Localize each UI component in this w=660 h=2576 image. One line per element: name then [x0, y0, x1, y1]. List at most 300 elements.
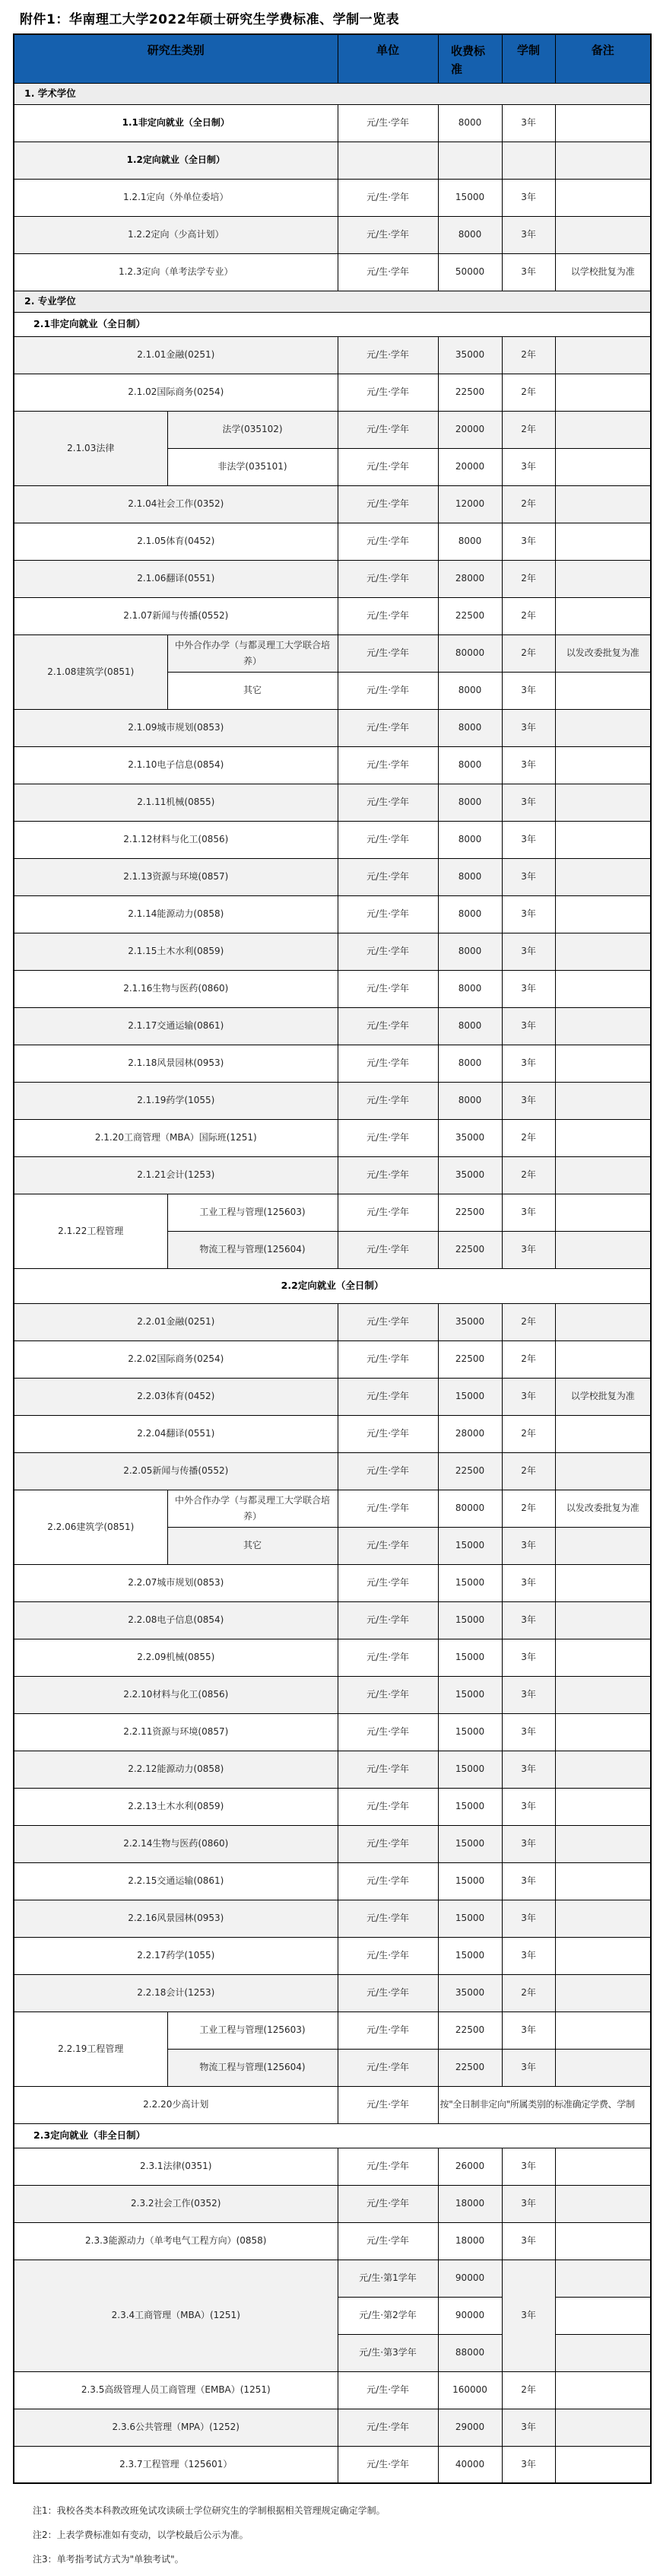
section-row: [14, 1268, 651, 1303]
duration-cell: 2年: [502, 1156, 555, 1194]
duration-cell: 3年: [502, 523, 555, 560]
duration-cell: 2年: [502, 1974, 555, 2012]
fee-cell: 15000: [438, 1601, 502, 1639]
table-row: [14, 560, 651, 597]
duration-cell: 3年: [502, 858, 555, 895]
remark-cell: [555, 1564, 651, 1601]
unit-cell: 元/生·学年: [338, 1452, 438, 1490]
table-row: [14, 746, 651, 784]
duration-cell: 3年: [502, 1862, 555, 1900]
fee-cell: 22500: [438, 2012, 502, 2049]
duration-cell: 2年: [502, 411, 555, 448]
duration-cell: 3年: [502, 2446, 555, 2483]
remark-cell: [555, 2446, 651, 2483]
category-cell: 2.2.11资源与环境(0857): [14, 1713, 338, 1751]
duration-cell: 3年: [502, 448, 555, 485]
unit-cell: 元/生·学年: [338, 336, 438, 374]
remark-cell: [555, 709, 651, 746]
category-cell: 2.3.6公共管理（MPA）(1252): [14, 2409, 338, 2446]
table-row: [14, 2012, 651, 2049]
duration-cell: 2年: [502, 597, 555, 634]
fee-cell: 80000: [438, 634, 502, 672]
unit-cell: 元/生·学年: [338, 2148, 438, 2185]
table-row: [14, 1937, 651, 1974]
unit-cell: 元/生·学年: [338, 1303, 438, 1340]
duration-cell: 2年: [502, 1490, 555, 1527]
category-cell: 2.3.7工程管理（125601）: [14, 2446, 338, 2483]
duration-cell: 3年: [502, 2222, 555, 2260]
fee-cell: 8000: [438, 523, 502, 560]
fee-cell: 35000: [438, 1974, 502, 2012]
duration-cell: 2年: [502, 1452, 555, 1490]
remark-cell: [555, 411, 651, 448]
fee-cell: 8000: [438, 821, 502, 858]
unit-cell: 元/生·学年: [338, 970, 438, 1007]
subcategory-cell: 物流工程与管理(125604): [167, 1231, 338, 1268]
col-header-duration: 学制: [502, 34, 555, 83]
table-row: [14, 2371, 651, 2409]
table-row: [14, 1751, 651, 1788]
fee-cell: 8000: [438, 709, 502, 746]
fee-cell: 8000: [438, 933, 502, 970]
unit-cell: 元/生·学年: [338, 523, 438, 560]
duration-cell: 2年: [502, 1303, 555, 1340]
duration-cell: 3年: [502, 253, 555, 291]
fee-cell: 8000: [438, 1045, 502, 1082]
unit-cell: 元/生·第3学年: [338, 2334, 438, 2371]
remark-cell: [555, 1082, 651, 1119]
fee-cell: 12000: [438, 485, 502, 523]
remark-cell: [555, 821, 651, 858]
table-row: [14, 216, 651, 253]
fee-cell: 28000: [438, 560, 502, 597]
category-cell: 2.2.15交通运输(0861): [14, 1862, 338, 1900]
remark-cell: [555, 1452, 651, 1490]
remark-cell: [555, 895, 651, 933]
table-row: [14, 970, 651, 1007]
unit-cell: 元/生·学年: [338, 104, 438, 142]
remark-cell: [555, 597, 651, 634]
fee-cell: 15000: [438, 1825, 502, 1862]
unit-cell: 元/生·学年: [338, 1862, 438, 1900]
category-cell: 2.2.18会计(1253): [14, 1974, 338, 2012]
category-cell: 2.2.19工程管理: [14, 2012, 167, 2086]
category-cell: 2.2.10材料与化工(0856): [14, 1676, 338, 1713]
unit-cell: 元/生·学年: [338, 1713, 438, 1751]
duration-cell: 2年: [502, 374, 555, 411]
table-row: [14, 2446, 651, 2483]
table-row: [14, 179, 651, 216]
remark-cell: [555, 1340, 651, 1378]
table-row: [14, 2222, 651, 2260]
duration-cell: 2年: [502, 1415, 555, 1452]
duration-cell: 3年: [502, 1527, 555, 1564]
remark-cell: [555, 485, 651, 523]
remark-cell: 以发改委批复为准: [555, 634, 651, 672]
fee-cell: 15000: [438, 1900, 502, 1937]
category-cell: 2.1.11机械(0855): [14, 784, 338, 821]
unit-cell: 元/生·学年: [338, 1378, 438, 1415]
fee-cell: 28000: [438, 1415, 502, 1452]
remark-cell: [555, 1045, 651, 1082]
subcategory-cell: 物流工程与管理(125604): [167, 2049, 338, 2086]
category-cell: 2.1.03法律: [14, 411, 167, 485]
duration-cell: 3年: [502, 933, 555, 970]
duration-cell: 3年: [502, 1751, 555, 1788]
remark-cell: [555, 1639, 651, 1676]
duration-cell: 3年: [502, 672, 555, 709]
category-cell: 1.1非定向就业（全日制）: [14, 104, 338, 142]
category-cell: 2.1.14能源动力(0858): [14, 895, 338, 933]
unit-cell: 元/生·学年: [338, 672, 438, 709]
table-row: [14, 411, 651, 448]
remark-cell: [555, 1937, 651, 1974]
fee-cell: 22500: [438, 597, 502, 634]
table-row: [14, 142, 651, 179]
fee-cell: 22500: [438, 1452, 502, 1490]
section-label: 2.2定向就业（全日制）: [14, 1268, 651, 1303]
remark-cell: [555, 2012, 651, 2049]
duration-cell: 2年: [502, 336, 555, 374]
category-cell: 2.3.5高级管理人员工商管理（EMBA）(1251): [14, 2371, 338, 2409]
table-row: [14, 1194, 651, 1231]
col-header-unit: 单位: [338, 34, 438, 83]
fee-cell: 8000: [438, 746, 502, 784]
unit-cell: 元/生·学年: [338, 895, 438, 933]
unit-cell: 元/生·学年: [338, 216, 438, 253]
table-row: [14, 1082, 651, 1119]
remark-cell: [555, 2260, 651, 2297]
unit-cell: 元/生·学年: [338, 1751, 438, 1788]
fee-cell: 29000: [438, 2409, 502, 2446]
table-row: [14, 1303, 651, 1340]
remark-cell: [555, 1676, 651, 1713]
remark-cell: [555, 1751, 651, 1788]
category-cell: 2.2.14生物与医药(0860): [14, 1825, 338, 1862]
unit-cell: 元/生·学年: [338, 597, 438, 634]
fee-cell: 8000: [438, 672, 502, 709]
duration-cell: 2年: [502, 1119, 555, 1156]
duration-cell: 3年: [502, 216, 555, 253]
category-cell: 2.3.4工商管理（MBA）(1251): [14, 2260, 338, 2371]
remark-cell: [555, 1862, 651, 1900]
category-cell: 2.1.22工程管理: [14, 1194, 167, 1268]
table-row: [14, 1825, 651, 1862]
remark-cell: [555, 142, 651, 179]
unit-cell: 元/生·学年: [338, 746, 438, 784]
category-cell: 2.1.04社会工作(0352): [14, 485, 338, 523]
table-row: [14, 485, 651, 523]
fee-cell: 15000: [438, 1639, 502, 1676]
fee-cell: 22500: [438, 1194, 502, 1231]
remark-cell: [555, 2297, 651, 2334]
remark-cell: [555, 1007, 651, 1045]
unit-cell: 元/生·学年: [338, 2222, 438, 2260]
table-row: [14, 2148, 651, 2185]
unit-cell: 元/生·学年: [338, 485, 438, 523]
category-cell: 1.2定向就业（全日制）: [14, 142, 338, 179]
table-row: [14, 597, 651, 634]
table-row: [14, 784, 651, 821]
fee-cell: 22500: [438, 374, 502, 411]
remark-cell: [555, 1303, 651, 1340]
subcategory-cell: 中外合作办学（与都灵理工大学联合培养）: [167, 634, 338, 672]
unit-cell: 元/生·学年: [338, 1231, 438, 1268]
fee-cell: 22500: [438, 2049, 502, 2086]
duration-cell: 2年: [502, 485, 555, 523]
fee-cell: 15000: [438, 1378, 502, 1415]
duration-cell: 3年: [502, 1231, 555, 1268]
remark-cell: 以学校批复为准: [555, 1378, 651, 1415]
table-row: [14, 1713, 651, 1751]
fee-cell: 26000: [438, 2148, 502, 2185]
unit-cell: [338, 142, 438, 179]
category-cell: 2.2.06建筑学(0851): [14, 1490, 167, 1564]
fee-cell: 18000: [438, 2222, 502, 2260]
duration-cell: 3年: [502, 970, 555, 1007]
fee-cell: 35000: [438, 1119, 502, 1156]
unit-cell: 元/生·学年: [338, 2371, 438, 2409]
duration-cell: 2年: [502, 560, 555, 597]
remark-cell: [555, 1713, 651, 1751]
category-cell: 2.3.2社会工作(0352): [14, 2185, 338, 2222]
remark-cell: [555, 1974, 651, 2012]
category-cell: 2.1.02国际商务(0254): [14, 374, 338, 411]
unit-cell: 元/生·学年: [338, 1900, 438, 1937]
fee-cell: 15000: [438, 1862, 502, 1900]
category-cell: 2.2.09机械(0855): [14, 1639, 338, 1676]
category-cell: 2.1.18风景园林(0953): [14, 1045, 338, 1082]
remark-cell: [555, 1415, 651, 1452]
remark-cell: [555, 336, 651, 374]
fee-cell: 50000: [438, 253, 502, 291]
fee-cell: 15000: [438, 1564, 502, 1601]
col-header-fee: [438, 34, 502, 83]
remark-cell: [555, 1601, 651, 1639]
remark-cell: [555, 1194, 651, 1231]
subcategory-cell: 法学(035102): [167, 411, 338, 448]
remark-cell: [555, 2185, 651, 2222]
table-row: [14, 1788, 651, 1825]
table-row: [14, 1676, 651, 1713]
fee-cell: 8000: [438, 784, 502, 821]
duration-cell: 3年: [502, 104, 555, 142]
unit-cell: 元/生·学年: [338, 709, 438, 746]
remark-cell: [555, 1231, 651, 1268]
subcategory-cell: 其它: [167, 672, 338, 709]
table-row: [14, 1045, 651, 1082]
fee-cell: 15000: [438, 1676, 502, 1713]
fee-cell: 35000: [438, 1303, 502, 1340]
duration-cell: 3年: [502, 821, 555, 858]
table-row: [14, 895, 651, 933]
fee-cell: 160000: [438, 2371, 502, 2409]
category-cell: 2.1.05体育(0452): [14, 523, 338, 560]
table-header-row: [14, 34, 651, 83]
remark-cell: [555, 179, 651, 216]
unit-cell: 元/生·学年: [338, 1415, 438, 1452]
table-row: [14, 1119, 651, 1156]
unit-cell: 元/生·学年: [338, 858, 438, 895]
fee-cell: 80000: [438, 1490, 502, 1527]
remark-cell: 以发改委批复为准: [555, 1490, 651, 1527]
remark-cell: [555, 560, 651, 597]
tuition-table: [13, 33, 652, 2484]
fee-cell: 15000: [438, 1527, 502, 1564]
category-cell: 2.2.01金融(0251): [14, 1303, 338, 1340]
merged-rule-cell: 按"全日制非定向"所属类别的标准确定学费、学制: [438, 2086, 651, 2123]
unit-cell: 元/生·学年: [338, 253, 438, 291]
fee-cell: 8000: [438, 1007, 502, 1045]
table-row: [14, 709, 651, 746]
duration-cell: 3年: [502, 179, 555, 216]
table-row: [14, 1156, 651, 1194]
duration-cell: 3年: [502, 1045, 555, 1082]
fee-cell: 40000: [438, 2446, 502, 2483]
page-title: 附件1：华南理工大学2022年硕士研究生学费标准、学制一览表: [20, 12, 400, 27]
unit-cell: 元/生·学年: [338, 2409, 438, 2446]
table-row: [14, 1452, 651, 1490]
unit-cell: 元/生·学年: [338, 821, 438, 858]
section-row: [14, 2123, 651, 2148]
fee-cell: 8000: [438, 895, 502, 933]
section-row: [14, 291, 651, 312]
category-cell: 2.1.21会计(1253): [14, 1156, 338, 1194]
duration-cell: 2年: [502, 1340, 555, 1378]
duration-cell: 3年: [502, 1082, 555, 1119]
subcategory-cell: 其它: [167, 1527, 338, 1564]
unit-cell: 元/生·学年: [338, 1974, 438, 2012]
unit-cell: 元/生·学年: [338, 2446, 438, 2483]
table-row: [14, 1564, 651, 1601]
table-row: [14, 1007, 651, 1045]
duration-cell: 3年: [502, 2409, 555, 2446]
duration-cell: 2年: [502, 634, 555, 672]
category-cell: 2.1.17交通运输(0861): [14, 1007, 338, 1045]
duration-cell: 3年: [502, 1564, 555, 1601]
remark-cell: [555, 2148, 651, 2185]
remark-cell: [555, 933, 651, 970]
fee-cell: 35000: [438, 336, 502, 374]
table-row: [14, 2409, 651, 2446]
category-cell: 2.2.07城市规划(0853): [14, 1564, 338, 1601]
category-cell: 2.2.04翻译(0551): [14, 1415, 338, 1452]
duration-cell: 3年: [502, 1937, 555, 1974]
category-cell: 2.1.01金融(0251): [14, 336, 338, 374]
fee-cell: 15000: [438, 1713, 502, 1751]
category-cell: 2.1.06翻译(0551): [14, 560, 338, 597]
footnote-3: 注3：单考指考试方式为"单独考试"。: [33, 2554, 184, 2565]
category-cell: 2.2.13土木水利(0859): [14, 1788, 338, 1825]
duration-cell: 3年: [502, 2260, 555, 2371]
table-row: [14, 933, 651, 970]
category-cell: 2.1.20工商管理（MBA）国际班(1251): [14, 1119, 338, 1156]
unit-cell: 元/生·学年: [338, 2012, 438, 2049]
category-cell: 2.1.12材料与化工(0856): [14, 821, 338, 858]
unit-cell: 元/生·学年: [338, 1639, 438, 1676]
remark-cell: [555, 523, 651, 560]
remark-cell: [555, 746, 651, 784]
duration-cell: 3年: [502, 1007, 555, 1045]
category-cell: 2.1.07新闻与传播(0552): [14, 597, 338, 634]
category-cell: 2.1.08建筑学(0851): [14, 634, 167, 709]
duration-cell: 3年: [502, 1900, 555, 1937]
table-row: [14, 253, 651, 291]
category-cell: 2.1.09城市规划(0853): [14, 709, 338, 746]
duration-cell: 3年: [502, 1676, 555, 1713]
category-cell: 2.1.16生物与医药(0860): [14, 970, 338, 1007]
fee-cell: 22500: [438, 1231, 502, 1268]
section-label: 2. 专业学位: [14, 291, 651, 312]
category-cell: 2.2.02国际商务(0254): [14, 1340, 338, 1378]
table-row: [14, 1900, 651, 1937]
duration-cell: 3年: [502, 784, 555, 821]
table-row: [14, 523, 651, 560]
category-cell: 2.2.20少高计划: [14, 2086, 338, 2123]
duration-cell: 3年: [502, 2148, 555, 2185]
table-row: [14, 1974, 651, 2012]
remark-cell: [555, 104, 651, 142]
category-cell: 2.2.12能源动力(0858): [14, 1751, 338, 1788]
unit-cell: 元/生·学年: [338, 1601, 438, 1639]
fee-cell: 8000: [438, 970, 502, 1007]
section-label: 2.3定向就业（非全日制）: [14, 2123, 651, 2148]
unit-cell: 元/生·学年: [338, 1340, 438, 1378]
remark-cell: [555, 2222, 651, 2260]
duration-cell: 3年: [502, 746, 555, 784]
fee-cell: 8000: [438, 1082, 502, 1119]
section-row: [14, 83, 651, 104]
table-row: [14, 104, 651, 142]
table-row: [14, 1378, 651, 1415]
footnote-2: 注2：上表学费标准如有变动，以学校最后公示为准。: [33, 2530, 249, 2540]
unit-cell: 元/生·学年: [338, 1788, 438, 1825]
fee-cell: 15000: [438, 1788, 502, 1825]
remark-cell: [555, 216, 651, 253]
fee-cell: 90000: [438, 2260, 502, 2297]
remark-cell: [555, 2409, 651, 2446]
duration-cell: 3年: [502, 2049, 555, 2086]
unit-cell: 元/生·学年: [338, 2086, 438, 2123]
duration-cell: 3年: [502, 1825, 555, 1862]
remark-cell: [555, 672, 651, 709]
fee-cell: 20000: [438, 448, 502, 485]
fee-cell: 18000: [438, 2185, 502, 2222]
unit-cell: 元/生·学年: [338, 1007, 438, 1045]
category-cell: 2.2.03体育(0452): [14, 1378, 338, 1415]
unit-cell: 元/生·学年: [338, 1676, 438, 1713]
unit-cell: 元/生·学年: [338, 560, 438, 597]
table-row: [14, 2185, 651, 2222]
category-cell: 2.1.10电子信息(0854): [14, 746, 338, 784]
remark-cell: [555, 1788, 651, 1825]
fee-cell: 15000: [438, 1937, 502, 1974]
fee-cell: 35000: [438, 1156, 502, 1194]
duration-cell: 3年: [502, 709, 555, 746]
category-cell: 1.2.1定向（外单位委培）: [14, 179, 338, 216]
unit-cell: 元/生·学年: [338, 1564, 438, 1601]
remark-cell: [555, 1900, 651, 1937]
section-row: [14, 312, 651, 336]
duration-cell: 3年: [502, 1639, 555, 1676]
unit-cell: 元/生·学年: [338, 1119, 438, 1156]
fee-cell: 88000: [438, 2334, 502, 2371]
unit-cell: 元/生·学年: [338, 2049, 438, 2086]
unit-cell: 元/生·学年: [338, 411, 438, 448]
remark-cell: 以学校批复为准: [555, 253, 651, 291]
duration-cell: 3年: [502, 1378, 555, 1415]
remark-cell: [555, 2334, 651, 2371]
